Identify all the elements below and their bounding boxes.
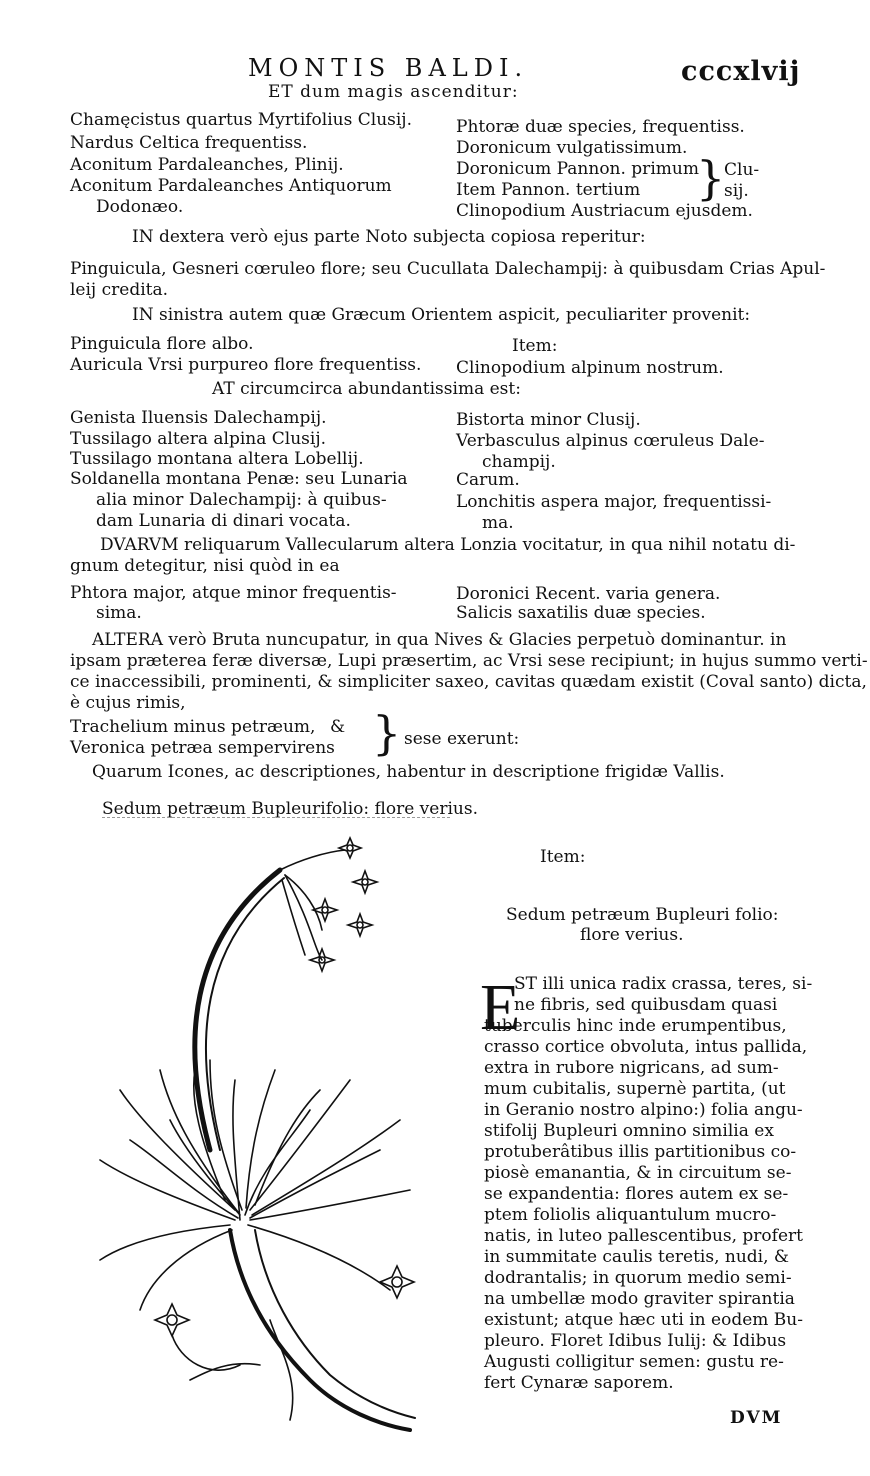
body-line: ptem foliolis aliquantulum mucro-: [484, 1205, 777, 1225]
list-item: Tussilago altera alpina Clusij.: [70, 429, 327, 449]
list-item: sima.: [96, 603, 142, 623]
plant-illustration: [60, 820, 460, 1450]
paragraph: leij credita.: [70, 280, 169, 300]
paragraph: Quarum Icones, ac descriptiones, habentur in descriptione frigidæ Vallis.: [92, 762, 725, 782]
body-line: Augusti colligitur semen: gustu re-: [484, 1352, 784, 1372]
list-item: Pinguicula flore albo.: [70, 334, 254, 354]
paragraph: gnum detegitur, nisi quòd in ea: [70, 556, 340, 576]
paragraph: ipsam præterea feræ diversæ, Lupi præsertim, ac Vrsi sese recipiunt; in hujus summo verti-: [70, 651, 868, 671]
list-item: dam Lunaria di dinari vocata.: [96, 511, 351, 531]
body-line: dodrantalis; in quorum medio semi-: [484, 1268, 792, 1288]
list-item: Carum.: [456, 470, 520, 490]
drop-cap: E: [480, 971, 521, 1044]
section-heading: Sedum petræum Bupleuri folio:: [506, 905, 779, 925]
body-line: stifolij Bupleuri omnino similia ex: [484, 1121, 774, 1141]
ampersand: &: [330, 717, 346, 737]
body-line: extra in rubore nigricans, ad sum-: [484, 1058, 779, 1078]
list-item: Chamęcistus quartus Myrtifolius Clusij.: [70, 110, 412, 130]
list-item: Verbasculus alpinus cœruleus Dale-: [456, 431, 765, 451]
brace-label: Clu-: [724, 160, 760, 180]
body-line: na umbellæ modo graviter spirantia: [484, 1289, 795, 1309]
list-item: Item Pannon. tertium: [456, 180, 641, 200]
list-item: alia minor Dalechampij: à quibus-: [96, 490, 387, 510]
list-item: sese exerunt:: [404, 729, 520, 749]
list-item: ma.: [482, 513, 514, 533]
brace-label: sij.: [724, 181, 749, 201]
list-item: Veronica petræa sempervirens: [70, 738, 335, 758]
paragraph: Pinguicula, Gesneri cœruleo flore; seu Cucullata Dalechampij: à quibusdam Crias Apul-: [70, 259, 826, 279]
paragraph: IN sinistra autem quæ Græcum Orientem aspicit, peculiariter provenit:: [132, 305, 751, 325]
body-line: crasso cortice obvoluta, intus pallida,: [484, 1037, 808, 1057]
list-item: Clinopodium Austriacum ejusdem.: [456, 201, 753, 221]
section-heading: flore verius.: [580, 925, 684, 945]
body-line: piosè emanantia, & in circuitum se-: [484, 1163, 792, 1183]
list-item: Soldanella montana Penæ: seu Lunaria: [70, 469, 408, 489]
list-item: Trachelium minus petræum,: [70, 717, 316, 737]
list-item: Tussilago montana altera Lobellij.: [70, 449, 364, 469]
item-label: Item:: [540, 847, 586, 867]
list-item: Phtora major, atque minor frequentis-: [70, 583, 397, 603]
list-item: Nardus Celtica frequentiss.: [70, 133, 308, 153]
list-item: Aconitum Pardaleanches Antiquorum: [70, 176, 392, 196]
body-line: in summitate caulis teretis, nudi, &: [484, 1247, 790, 1267]
paragraph: IN dextera verò ejus parte Noto subjecta copiosa reperitur:: [132, 227, 646, 247]
list-item: Dodonæo.: [96, 197, 184, 217]
body-line: se expandentia: flores autem ex se-: [484, 1184, 789, 1204]
list-item: Auricula Vrsi purpureo flore frequentiss.: [70, 355, 422, 375]
caption-underline: [102, 817, 450, 819]
body-line: protuberâtibus illis partitionibus co-: [484, 1142, 797, 1162]
list-item: Doronicum vulgatissimum.: [456, 138, 688, 158]
paragraph: AT circumcirca abundantissima est:: [212, 379, 521, 399]
list-item: Item:: [512, 336, 558, 356]
list-item: Doronici Recent. varia genera.: [456, 584, 721, 604]
brace-icon: }: [696, 151, 726, 205]
list-item: Doronicum Pannon. primum: [456, 159, 699, 179]
list-item: champij.: [482, 452, 556, 472]
body-line: tuberculis hinc inde erumpentibus,: [484, 1016, 787, 1036]
subtitle: ET dum magis ascenditur:: [268, 82, 519, 102]
figure-caption: Sedum petræum Bupleurifolio: flore verius.: [102, 799, 478, 819]
paragraph: è cujus rimis,: [70, 693, 186, 713]
paragraph: ALTERA verò Bruta nuncupatur, in qua Nives & Glacies perpetuò dominantur. in: [92, 630, 787, 650]
list-item: Clinopodium alpinum nostrum.: [456, 358, 724, 378]
body-line: mum cubitalis, supernè partita, (ut: [484, 1079, 786, 1099]
list-item: Aconitum Pardaleanches, Plinij.: [70, 155, 344, 175]
paragraph: DVARVM reliquarum Vallecularum altera Lonzia vocitatur, in qua nihil notatu di-: [100, 535, 796, 555]
list-item: Bistorta minor Clusij.: [456, 410, 641, 430]
running-title: MONTIS BALDI.: [248, 54, 529, 82]
paragraph: ce inaccessibili, prominenti, & simpliciter saxeo, cavitas quædam existit (Coval santo) dicta,: [70, 672, 867, 692]
list-item: Lonchitis aspera major, frequentissi-: [456, 492, 772, 512]
body-line: existunt; atque hæc uti in eodem Bu-: [484, 1310, 803, 1330]
list-item: Phtoræ duæ species, frequentiss.: [456, 117, 745, 137]
catchword: DVM: [730, 1408, 783, 1428]
list-item: Genista Iluensis Dalechampij.: [70, 408, 327, 428]
list-item: Salicis saxatilis duæ species.: [456, 603, 706, 623]
body-line: natis, in luteo pallescentibus, profert: [484, 1226, 803, 1246]
body-line: in Geranio nostro alpino:) folia angu-: [484, 1100, 803, 1120]
body-line: fert Cynaræ saporem.: [484, 1373, 674, 1393]
body-line: pleuro. Floret Idibus Iulij: & Idibus: [484, 1331, 787, 1351]
body-line: ST illi unica radix crassa, teres, si-: [514, 974, 813, 994]
body-line: ne fibris, sed quibusdam quasi: [514, 995, 778, 1015]
folio-number: cccxlvij: [681, 56, 801, 87]
brace-icon: }: [372, 706, 402, 760]
